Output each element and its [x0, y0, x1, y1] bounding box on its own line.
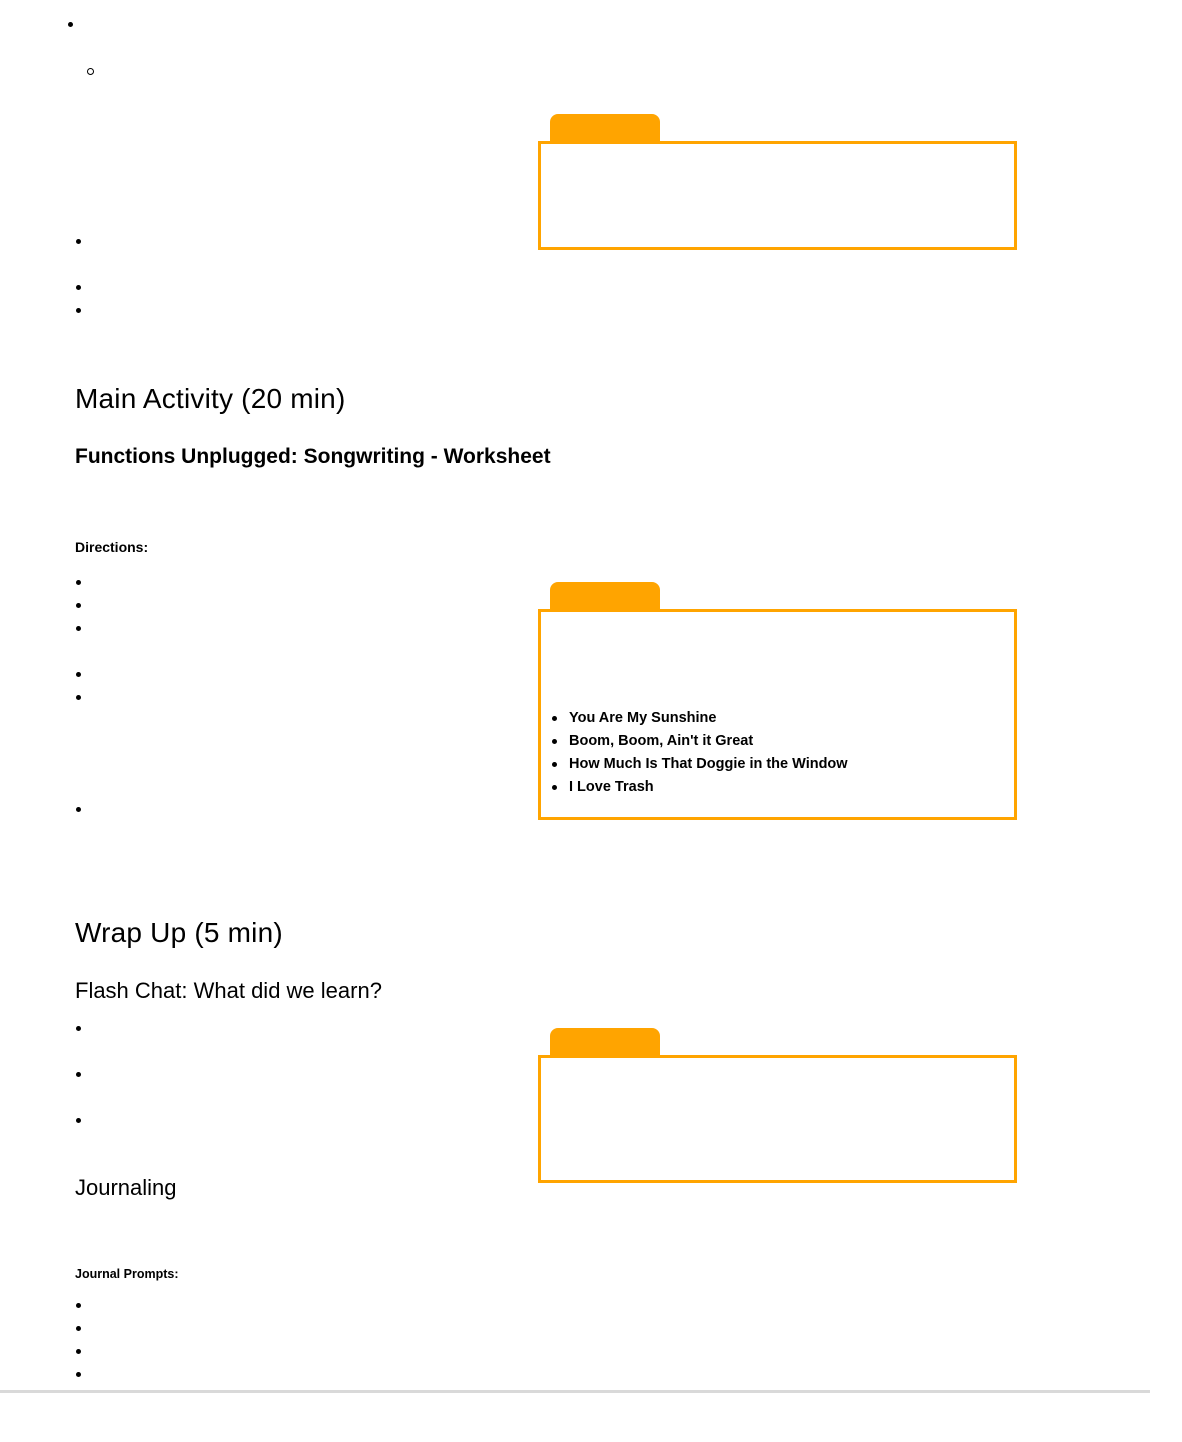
- callout-tab: [550, 1028, 660, 1058]
- directions-label: Directions:: [75, 539, 149, 555]
- list-bullet: [76, 626, 81, 631]
- list-item: I Love Trash: [541, 776, 1014, 799]
- list-bullet-nested: [87, 68, 94, 75]
- list-item: You Are My Sunshine: [541, 707, 1014, 730]
- callout-tab: [550, 114, 660, 144]
- list-bullet: [76, 285, 81, 290]
- list-bullet: [76, 695, 81, 700]
- list-bullet: [76, 1118, 81, 1123]
- list-bullet: [76, 239, 81, 244]
- callout-tab: [550, 582, 660, 612]
- list-bullet: [76, 672, 81, 677]
- journal-prompts-label: Journal Prompts:: [75, 1267, 179, 1281]
- list-bullet: [76, 1326, 81, 1331]
- list-bullet: [76, 1349, 81, 1354]
- list-bullet: [68, 22, 73, 27]
- section-heading-wrap-up: Wrap Up (5 min): [75, 917, 283, 948]
- list-item: Boom, Boom, Ain't it Great: [541, 730, 1014, 753]
- list-bullet: [76, 807, 81, 812]
- list-bullet: [76, 308, 81, 313]
- worksheet-title: Functions Unplugged: Songwriting - Worksheet: [75, 445, 551, 468]
- list-bullet: [76, 1026, 81, 1031]
- page-divider: [0, 1390, 1150, 1393]
- list-bullet: [76, 1303, 81, 1308]
- callout-box: [538, 1055, 1017, 1183]
- song-callout-box: [538, 609, 1017, 820]
- section-heading-main-activity: Main Activity (20 min): [75, 383, 346, 414]
- list-item: How Much Is That Doggie in the Window: [541, 753, 1014, 776]
- song-list: [541, 707, 1014, 799]
- callout-box: [538, 141, 1017, 250]
- list-bullet: [76, 580, 81, 585]
- flash-chat-heading: Flash Chat: What did we learn?: [75, 978, 382, 1003]
- list-bullet: [76, 1372, 81, 1377]
- list-bullet: [76, 603, 81, 608]
- list-bullet: [76, 1072, 81, 1077]
- journaling-heading: Journaling: [75, 1175, 177, 1200]
